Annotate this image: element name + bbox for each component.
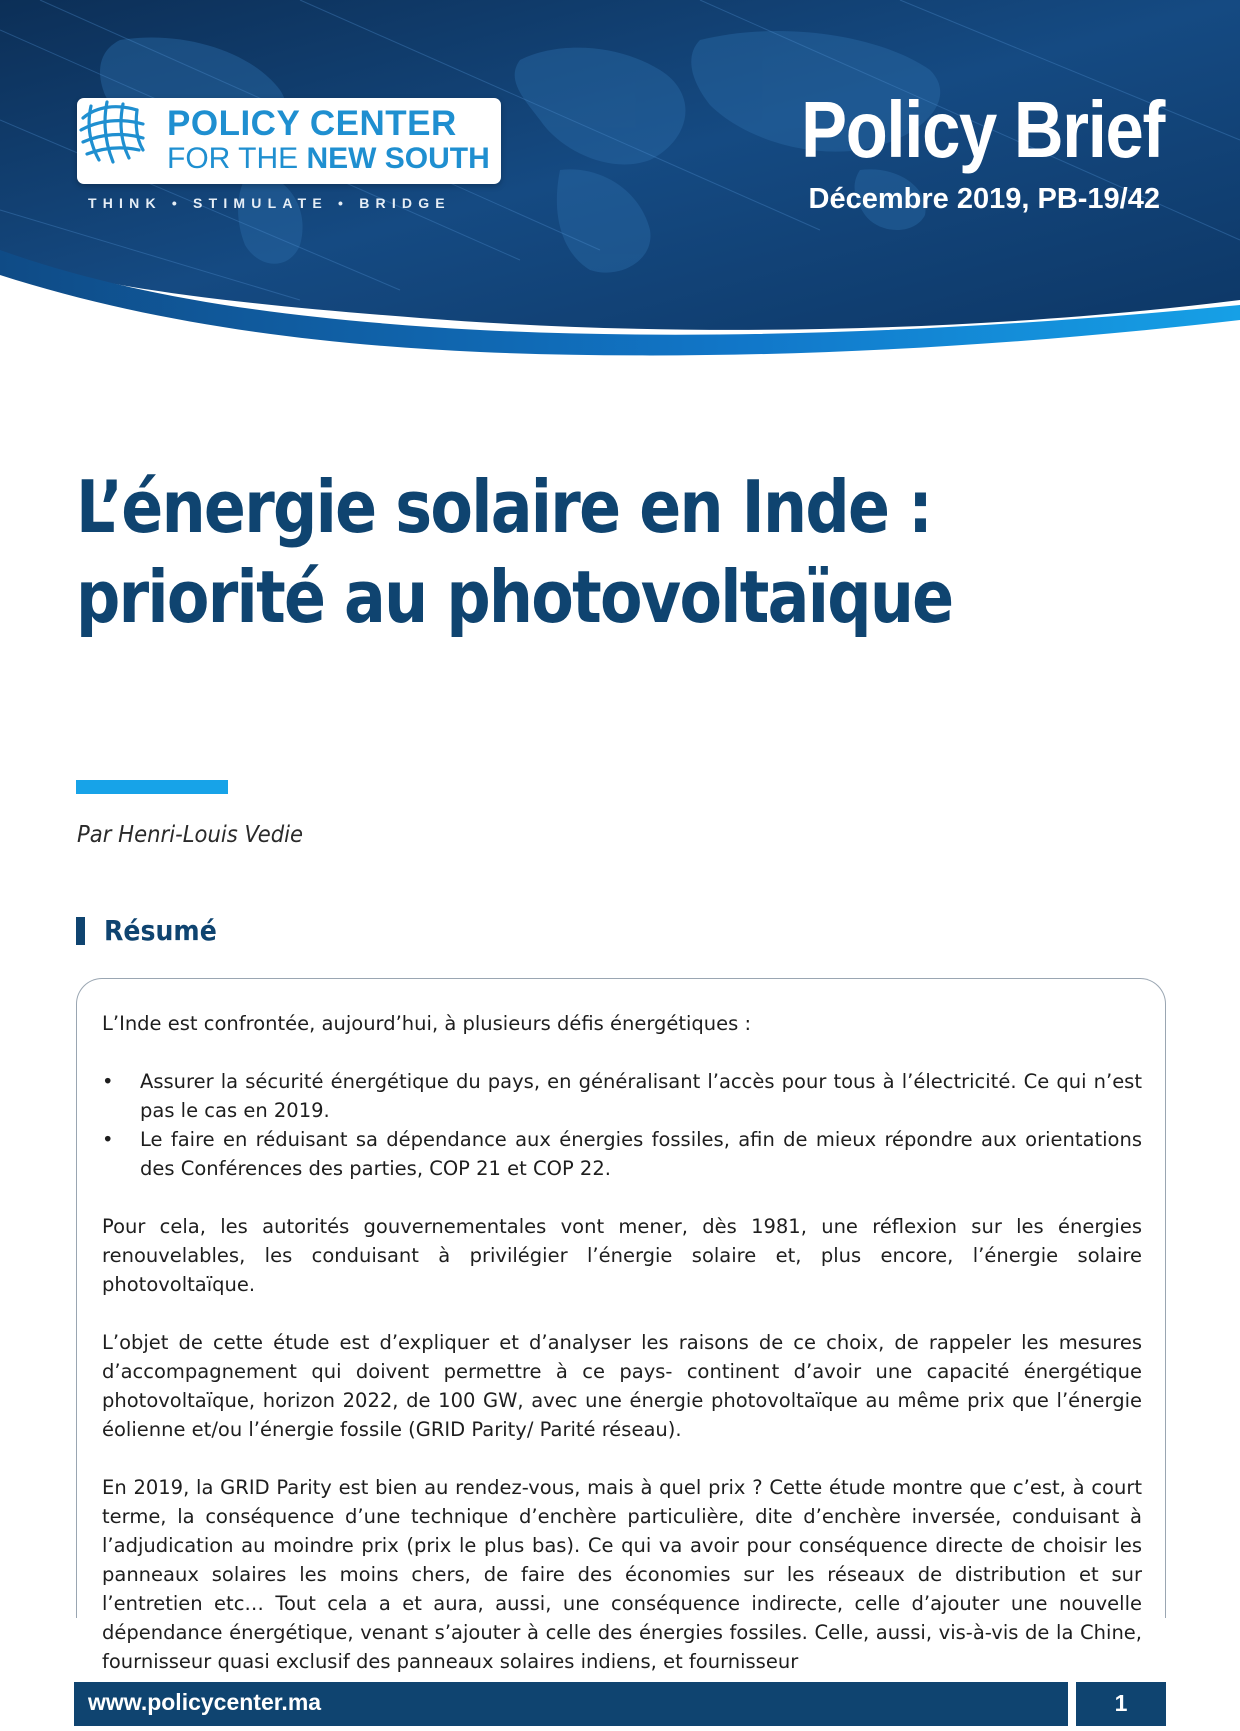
document-title-line-2: priorité au photovoltaïque: [76, 555, 953, 639]
page-number-box: [1076, 1682, 1166, 1726]
publication-type: Policy Brief: [800, 85, 1164, 174]
author-byline: Par Henri-Louis Vedie: [77, 822, 304, 848]
summary-paragraph-1: Pour cela, les autorités gouvernementales vont mener, dès 1981, une réflexion sur les énergies renouvelables, les conduisant à privilégier l’énergie solaire et, plus encore, l’énergie solaire photovoltaïque.: [102, 1215, 1142, 1296]
section-title-resume: Résumé: [104, 914, 217, 947]
summary-bullet-1: • Assurer la sécurité énergétique du pays, en généralisant l’accès pour tous à l’électricité. Ce qui n’est pas le cas en 2019.: [102, 1067, 1142, 1125]
document-title: [76, 462, 1022, 642]
summary-paragraph-2: L’objet de cette étude est d’expliquer et d’analyser les raisons de ce choix, de rappeler les mesures d’accompagnement qui doivent permettre à ce pays- continent d’avoir une capacité énergétique photovoltaïque, horizon 2022, de 100 GW, avec une énergie photovoltaïque au même prix que l’énergie éolienne et/ou l’énergie fossile (GRID Parity/ Parité réseau).: [102, 1331, 1142, 1441]
summary-bullet-list: [102, 1067, 1142, 1183]
summary-intro: L’Inde est confrontée, aujourd’hui, à plusieurs défis énergétiques :: [102, 1012, 752, 1035]
logo-globe-icon: [77, 98, 149, 164]
summary-bullet-2: • Le faire en réduisant sa dépendance aux énergies fossiles, afin de mieux répondre aux orientations des Conférences des parties, COP 21 et COP 22.: [102, 1125, 1142, 1183]
summary-paragraph-3: En 2019, la GRID Parity est bien au rendez-vous, mais à quel prix ? Cette étude montre que c’est, à court terme, la conséquence d’une technique d’enchère particulière, dite d’enchère inversée, conduisant à l’adjudication au moindre prix (prix le plus bas). Ce qui va avoir pour conséquence directe de choisir les panneaux solaires les moins chers, de faire des économies sur les réseaux de distribution et sur l’entretien etc… Tout cela a et aura, aussi, une conséquence indirecte, celle d’ajouter une nouvelle dépendance énergétique, venant s’ajouter à celle des énergies fossiles. Celle, aussi, vis-à-vis de la Chine, fournisseur quasi exclusif des panneaux solaires indiens, et fournisseur: [102, 1476, 1142, 1673]
header-banner: [0, 0, 1240, 370]
page-number: 1: [1114, 1690, 1128, 1716]
accent-divider: [76, 780, 228, 794]
logo-tagline: THINK • STIMULATE • BRIDGE: [88, 195, 451, 211]
logo-line-2-strong: NEW SOUTH: [306, 142, 490, 175]
section-marker: [76, 917, 85, 945]
publication-date: Décembre 2019, PB-19/42: [808, 183, 1160, 215]
logo-line-2: [167, 142, 490, 176]
footer-website-link[interactable]: www.policycenter.ma: [88, 1689, 322, 1715]
document-title-line-1: L’énergie solaire en Inde :: [76, 465, 932, 549]
logo-line-2-prefix: FOR THE: [167, 142, 299, 175]
summary-content: [102, 1009, 1142, 1705]
footer-bar: [74, 1682, 1068, 1726]
summary-box: [76, 978, 1166, 1673]
logo-line-1: POLICY CENTER: [167, 104, 457, 143]
logo: [77, 98, 501, 184]
